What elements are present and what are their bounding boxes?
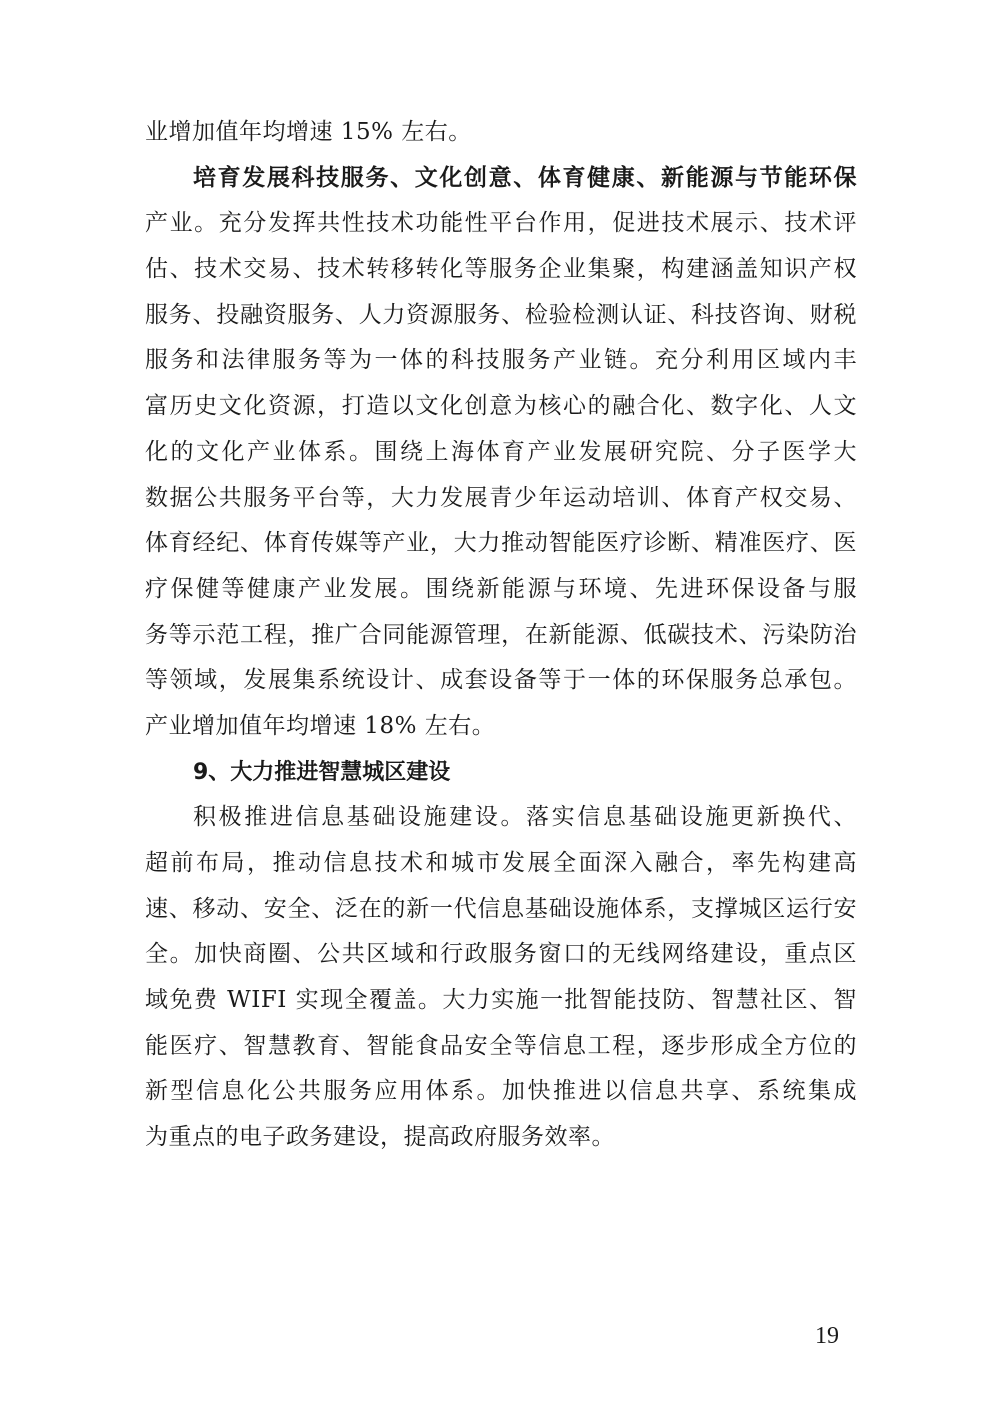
paragraph-information-infrastructure: [145, 795, 857, 1161]
text-line: 化的文化产业体系。围绕上海体育产业发展研究院、分子医学大: [145, 438, 857, 465]
paragraph-lead-sentence: 培育发展科技服务、文化创意、体育健康、新能源与节能环保: [193, 164, 857, 191]
text-line: 业增加值年均增速 15% 左右。: [145, 119, 472, 145]
text-line: 为重点的电子政务建设，提高政府服务效率。: [145, 1124, 615, 1151]
text-line: 体育经纪、体育传媒等产业，大力推动智能医疗诊断、精准医疗、医: [145, 530, 857, 557]
body-text: [145, 110, 857, 1161]
page-number: 19: [815, 1323, 839, 1349]
text-line: 产业。充分发挥共性技术功能性平台作用，促进技术展示、技术评: [145, 210, 857, 237]
text-line: 服务和法律服务等为一体的科技服务产业链。充分利用区域内丰: [145, 347, 857, 374]
paragraph-service-industries: [145, 156, 857, 750]
text-line: 产业增加值年均增速 18% 左右。: [145, 712, 496, 739]
text-line: 全。加快商圈、公共区域和行政服务窗口的无线网络建设，重点区: [145, 941, 857, 968]
text-line: 富历史文化资源，打造以文化创意为核心的融合化、数字化、人文: [145, 393, 857, 420]
text-line: 务等示范工程，推广合同能源管理，在新能源、低碳技术、污染防治: [145, 621, 857, 648]
text-line: 数据公共服务平台等，大力发展青少年运动培训、体育产权交易、: [145, 484, 857, 511]
text-line: 新型信息化公共服务应用体系。加快推进以信息共享、系统集成: [145, 1078, 857, 1105]
text-line: 疗保健等健康产业发展。围绕新能源与环境、先进环保设备与服: [145, 575, 857, 602]
text-line: 速、移动、安全、泛在的新一代信息基础设施体系，支撑城区运行安: [145, 895, 857, 922]
text-line: 估、技术交易、技术转移转化等服务企业集聚，构建涵盖知识产权: [145, 256, 857, 283]
text-line: 服务、投融资服务、人力资源服务、检验检测认证、科技咨询、财税: [145, 301, 857, 328]
text-line: 等领域，发展集系统设计、成套设备等于一体的环保服务总承包。: [145, 667, 857, 694]
text-line: 能医疗、智慧教育、智能食品安全等信息工程，逐步形成全方位的: [145, 1032, 857, 1059]
text-line: 超前布局，推动信息技术和城市发展全面深入融合，率先构建高: [145, 850, 857, 876]
section-heading-smart-district: 9、大力推进智慧城区建设: [193, 759, 451, 785]
text-line: 积极推进信息基础设施建设。落实信息基础设施更新换代、: [193, 804, 857, 831]
text-line: 域免费 WIFI 实现全覆盖。大力实施一批智能技防、智慧社区、智: [145, 987, 857, 1014]
paragraph-industry-growth-15: [145, 110, 857, 156]
